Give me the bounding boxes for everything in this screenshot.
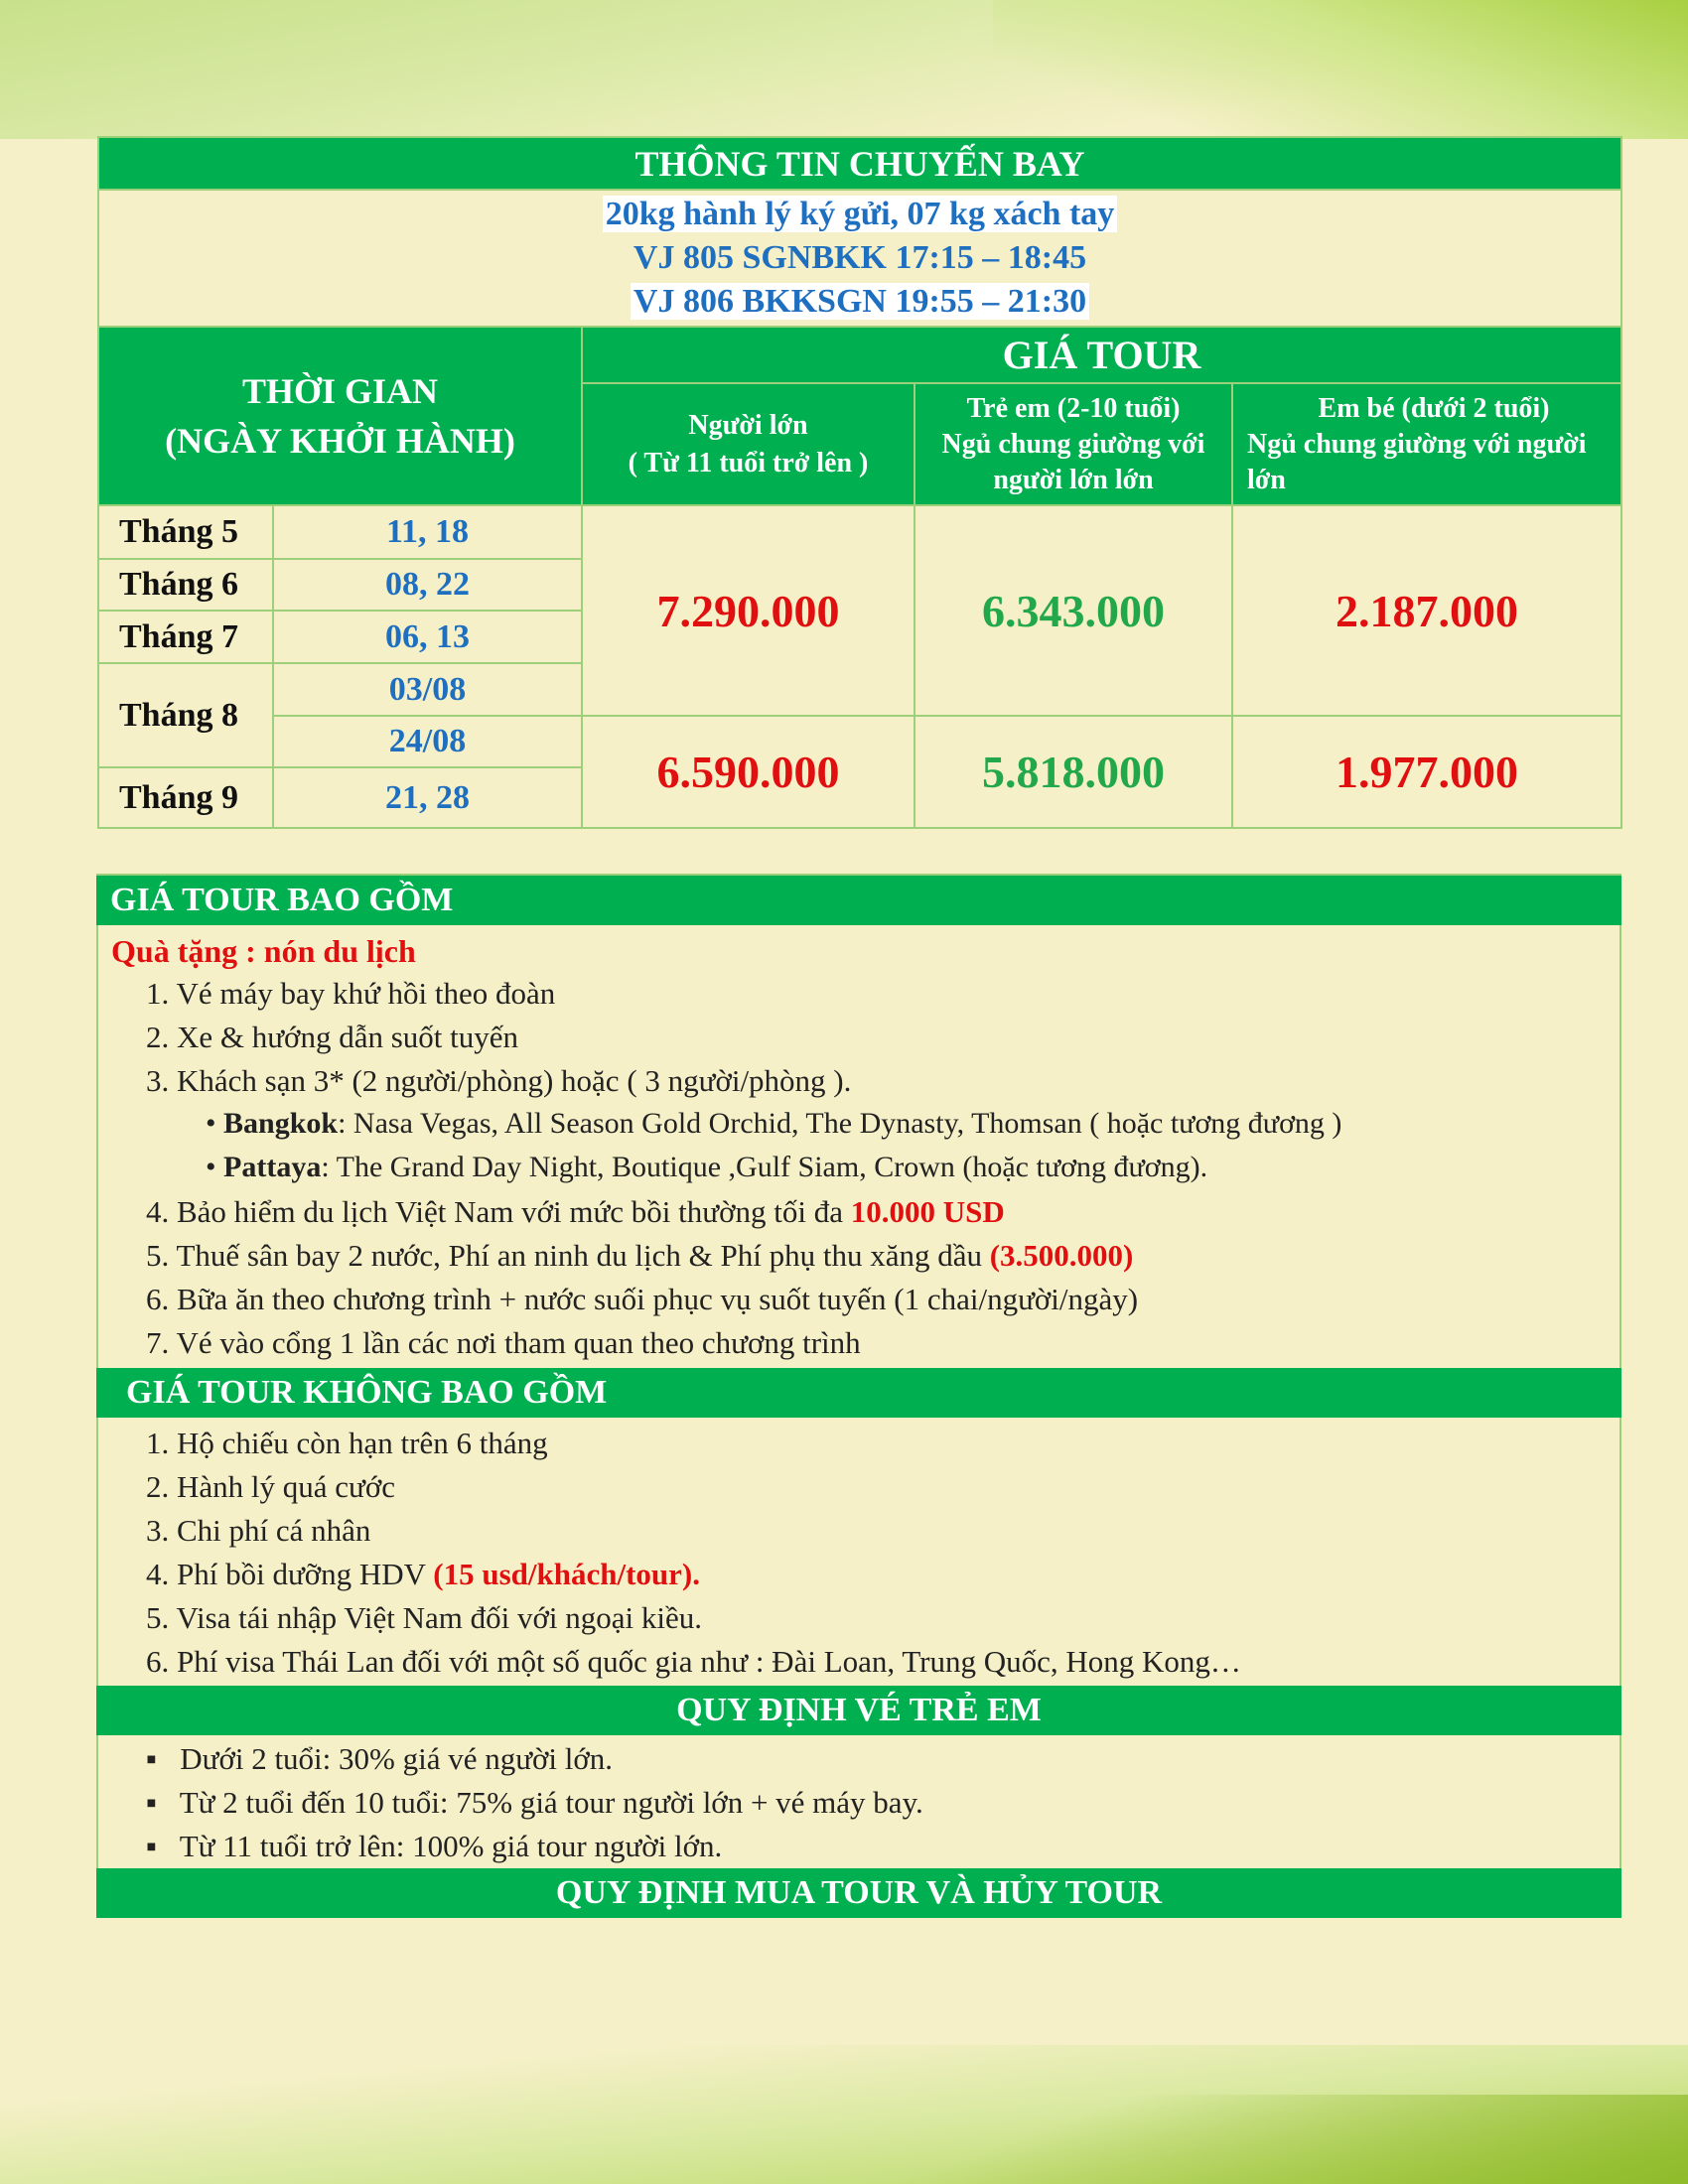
excluded-item: 6. Phí visa Thái Lan đối với một số quốc gia như : Đài Loan, Trung Quốc, Hong Kong… [146,1644,1241,1679]
price-child: 5.818.000 [914,716,1232,828]
included-title: GIÁ TOUR BAO GỒM [96,876,1621,925]
departure-dates: 24/08 [273,716,582,767]
col-child-label: Trẻ em (2-10 tuổi) [966,392,1181,424]
child-rule: ▪ Từ 11 tuổi trở lên: 100% giá tour người lớn. [146,1829,723,1863]
excluded-title: GIÁ TOUR KHÔNG BAO GỒM [96,1368,1621,1418]
month-label: Tháng 9 [98,767,273,828]
month-label: Tháng 8 [98,663,273,767]
departure-dates: 08, 22 [273,559,582,611]
month-label: Tháng 7 [98,611,273,663]
col-adult-label: Người lớn [688,409,808,441]
item-text: 5. Thuế sân bay 2 nước, Phí an ninh du lịch & Phí phụ thu xăng dầu [146,1238,990,1273]
price-child: 6.343.000 [914,505,1232,716]
outbound-flight: VJ 805 SGNBKK 17:15 – 18:45 [633,239,1087,276]
bangkok-hotels: : Nasa Vegas, All Season Gold Orchid, The Dynasty, Thomsan ( hoặc tương đương ) [338,1107,1342,1140]
included-item: 1. Vé máy bay khứ hồi theo đoàn [146,976,556,1011]
included-item: 3. Khách sạn 3* (2 người/phòng) hoặc ( 3 người/phòng ). [146,1063,852,1098]
rule-text: Từ 2 tuổi đến 10 tuổi: 75% giá tour người lớn + vé máy bay. [179,1785,923,1820]
fees-amount: (3.500.000) [989,1238,1134,1273]
cancel-title: QUY ĐỊNH MUA TOUR VÀ HỦY TOUR [96,1868,1621,1918]
rule-text: Từ 11 tuổi trở lên: 100% giá tour người lớn. [179,1829,723,1863]
price-table [97,136,1622,829]
child-rule: ▪ Dưới 2 tuổi: 30% giá vé người lớn. [146,1741,614,1776]
flight-info-title: THÔNG TIN CHUYẾN BAY [98,137,1621,190]
excluded-item: 5. Visa tái nhập Việt Nam đối với ngoại kiều. [146,1600,702,1635]
col-adult [582,383,914,505]
included-item [146,1194,1005,1230]
departure-dates: 03/08 [273,663,582,716]
included-item: 6. Bữa ăn theo chương trình + nước suối phục vụ suốt tuyến (1 chai/người/ngày) [146,1282,1139,1316]
col-infant-label: Em bé (dưới 2 tuổi) [1318,392,1550,424]
excluded-item: 2. Hành lý quá cước [146,1469,395,1504]
price-infant: 1.977.000 [1232,716,1621,828]
included-item [146,1238,1133,1274]
col-adult-sub: ( Từ 11 tuổi trở lên ) [628,447,869,478]
child-rules-title: QUY ĐỊNH VÉ TRẺ EM [96,1686,1621,1735]
month-label: Tháng 5 [98,505,273,559]
hotel-pattaya: • Pattaya: The Grand Day Night, Boutique ,Gulf Siam, Crown (hoặc tương đương). [206,1151,1208,1183]
excluded-item [146,1557,700,1592]
child-rule: ▪ Từ 2 tuổi đến 10 tuổi: 75% giá tour người lớn + vé máy bay. [146,1785,923,1820]
excluded-item: 1. Hộ chiếu còn hạn trên 6 tháng [146,1426,548,1460]
bangkok-label: Bangkok [223,1107,339,1140]
pattaya-label: Pattaya [223,1151,322,1183]
price-infant: 2.187.000 [1232,505,1621,716]
time-header-1: THỜI GIAN [241,371,439,411]
item-text: 4. Bảo hiểm du lịch Việt Nam với mức bồi thường tối đa [146,1194,851,1229]
month-label: Tháng 6 [98,559,273,611]
price-header: GIÁ TOUR [582,327,1621,383]
return-flight: VJ 806 BKKSGN 19:55 – 21:30 [631,283,1089,320]
included-item: 7. Vé vào cổng 1 lần các nơi tham quan theo chương trình [146,1325,861,1360]
pattaya-hotels: : The Grand Day Night, Boutique ,Gulf Siam, Crown (hoặc tương đương). [321,1151,1208,1183]
col-infant [1232,383,1621,505]
col-child-sub: Ngủ chung giường với người lớn lớn [941,428,1205,495]
baggage-info: 20kg hành lý ký gửi, 07 kg xách tay [603,196,1118,232]
col-infant-sub: Ngủ chung giường với người lớn [1247,428,1587,495]
rule-text: Dưới 2 tuổi: 30% giá vé người lớn. [180,1741,614,1776]
guide-tip-amount: (15 usd/khách/tour). [433,1557,700,1591]
included-item: 2. Xe & hướng dẫn suốt tuyến [146,1020,519,1054]
item-text: 4. Phí bồi dưỡng HDV [146,1557,434,1591]
decor-bottom-right [794,2095,1688,2184]
gift-note: Quà tặng : nón du lịch [111,933,416,969]
time-header-2: (NGÀY KHỞI HÀNH) [165,421,515,461]
col-child [914,383,1232,505]
departure-dates: 06, 13 [273,611,582,663]
hotel-bangkok: • Bangkok: Nasa Vegas, All Season Gold Orchid, The Dynasty, Thomsan ( hoặc tương đương ) [206,1107,1342,1140]
excluded-item: 3. Chi phí cá nhân [146,1513,371,1548]
insurance-amount: 10.000 USD [850,1194,1005,1229]
price-adult: 6.590.000 [582,716,914,828]
time-header [98,327,582,505]
departure-dates: 21, 28 [273,767,582,828]
price-adult: 7.290.000 [582,505,914,716]
flight-info [98,190,1621,327]
departure-dates: 11, 18 [273,505,582,559]
decor-top-right [993,0,1688,139]
